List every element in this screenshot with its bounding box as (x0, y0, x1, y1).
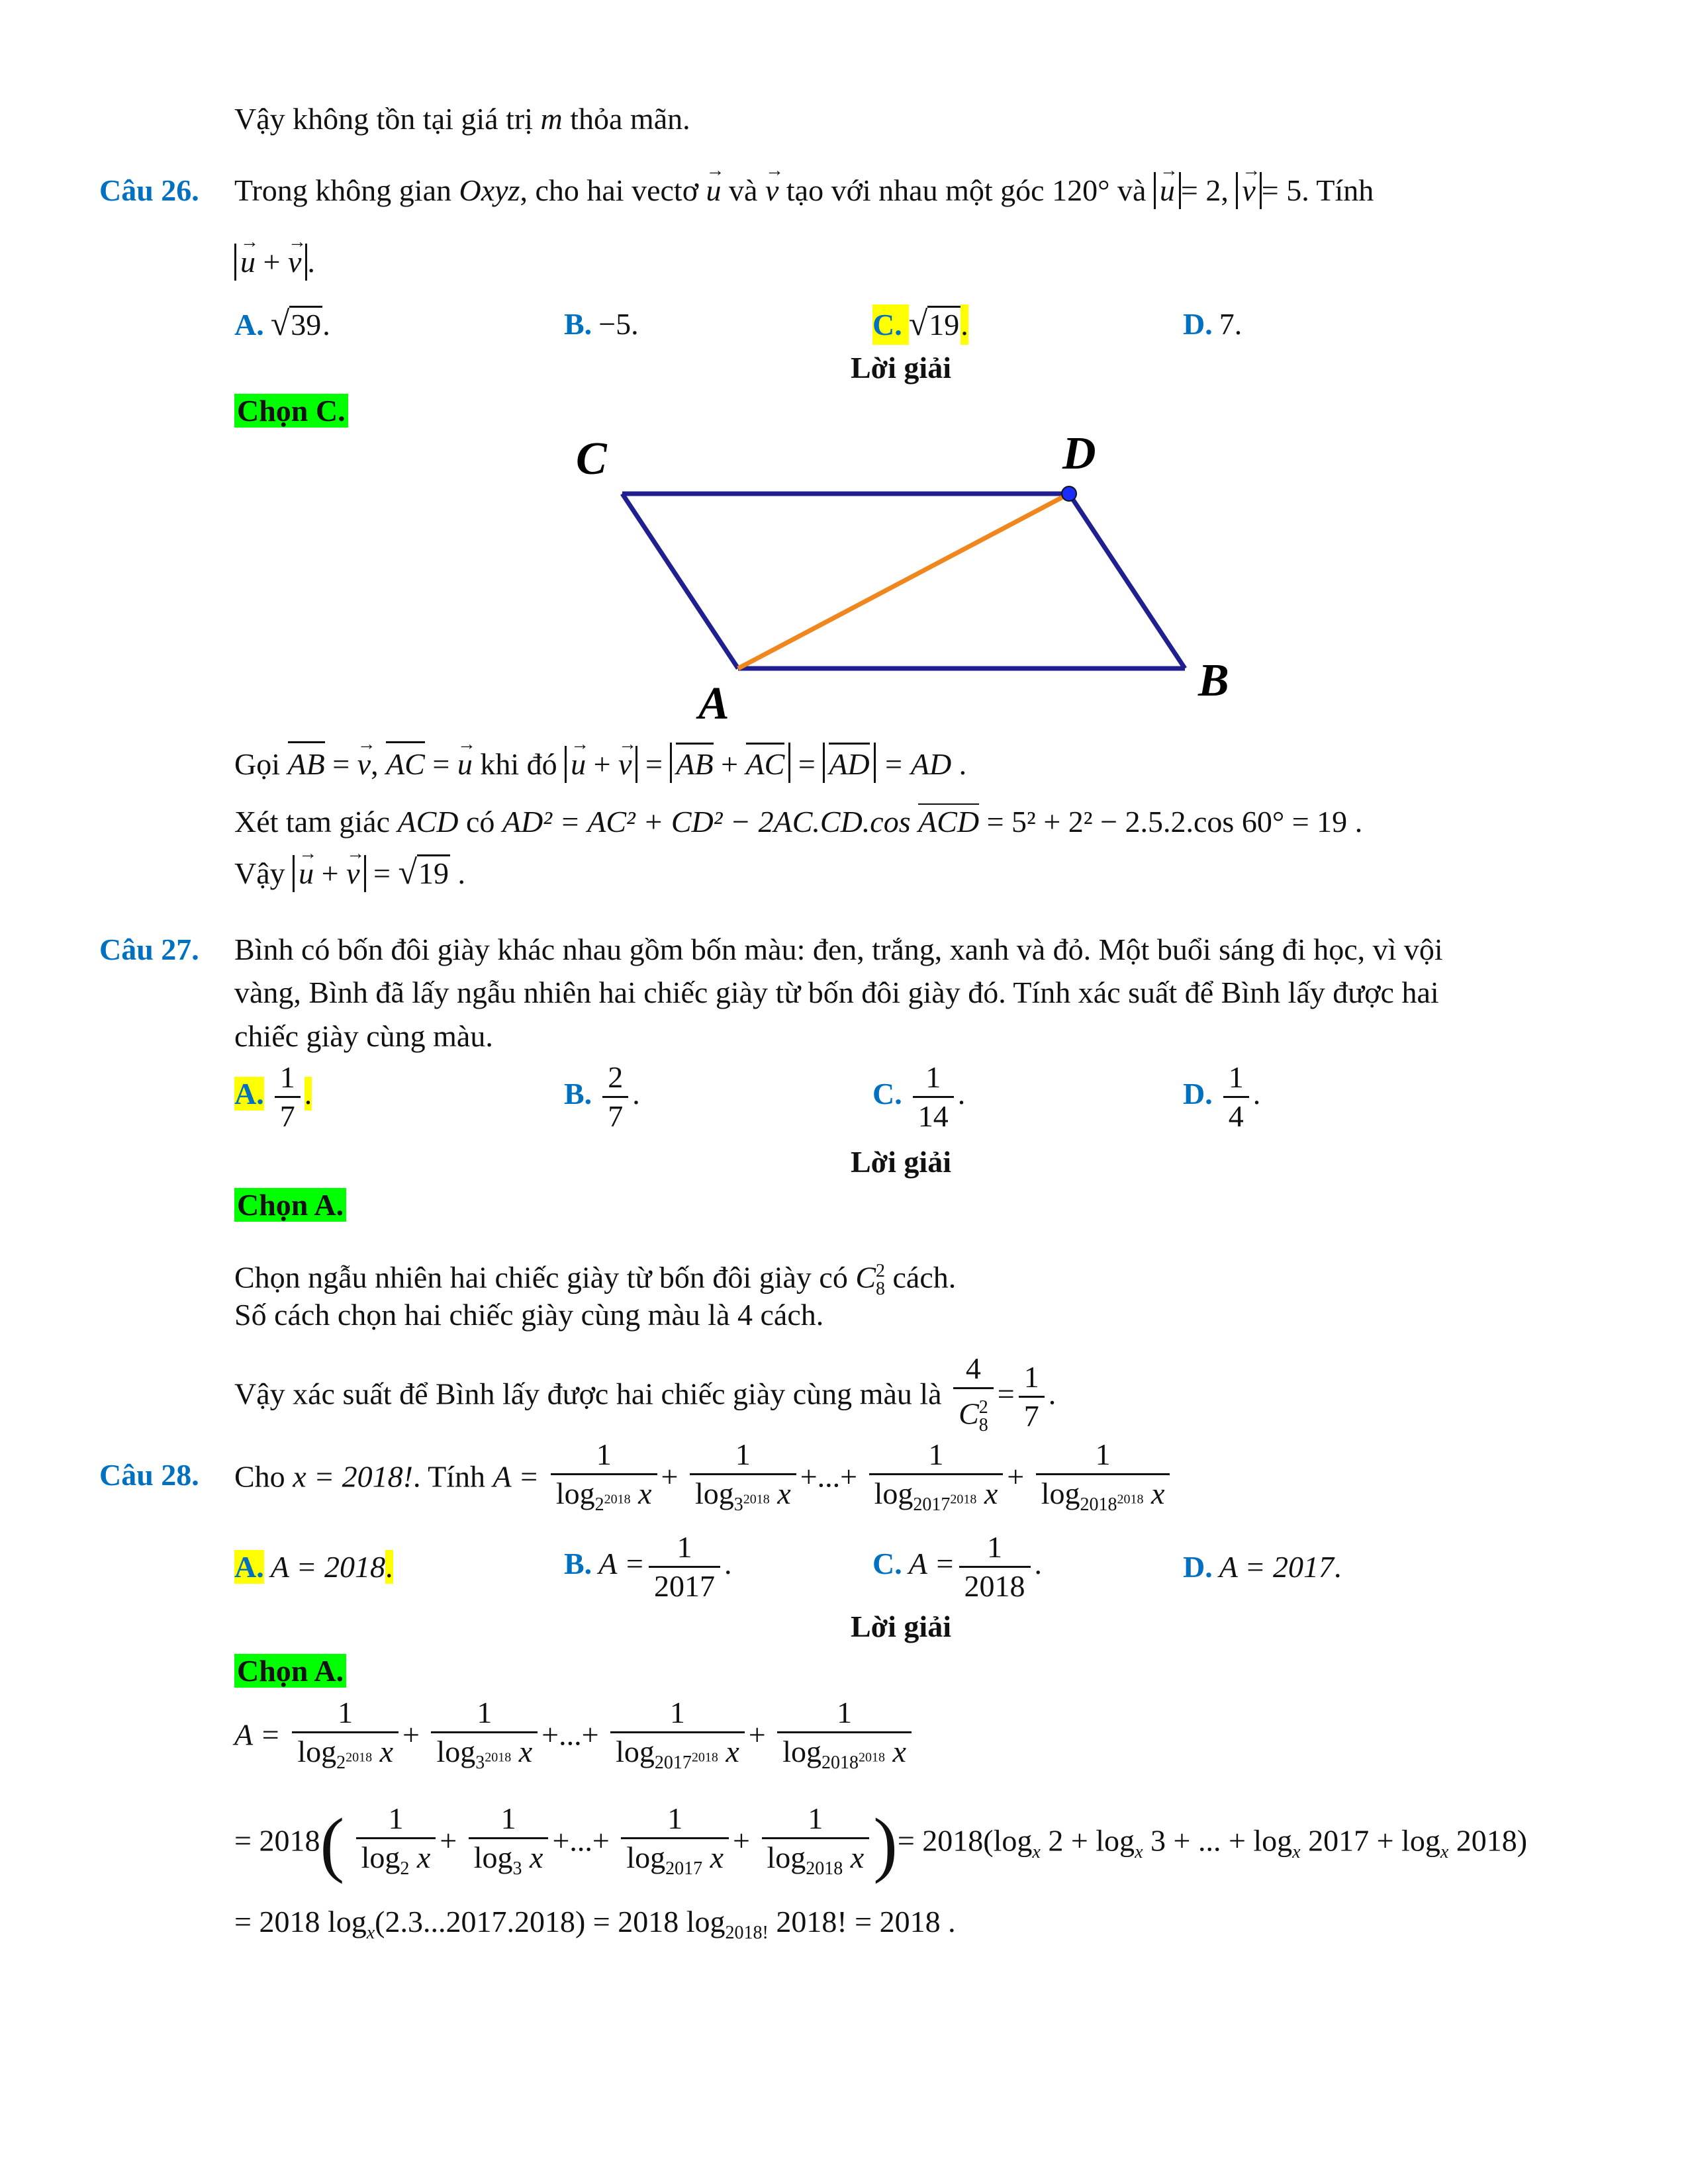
base: 2018 (1080, 1494, 1117, 1516)
numerator: 1 (928, 1437, 944, 1471)
numerator: 1 (388, 1801, 404, 1835)
vector-u: → u (299, 855, 314, 892)
math: 2018) (1456, 1823, 1528, 1858)
vector-v: → v (346, 855, 359, 892)
base: 2 (336, 1752, 346, 1774)
vector-ad: AD (829, 743, 869, 783)
choice-text: Chọn A. (234, 1654, 346, 1688)
option-d[interactable]: D. 7. (1183, 307, 1243, 341)
denominator: 7 (275, 1096, 301, 1135)
option-a[interactable]: A. A = 2018. (234, 1550, 393, 1584)
text: Chọn ngẫu nhiên hai chiếc giày từ bốn đôi giày có (234, 1260, 848, 1295)
question-26-text: Trong không gian Oxyz, cho hai vectơ → u và → v tạo với nhau một góc 120° và → u = 2, → v = 5. Tính (234, 171, 1374, 210)
solution-line-3: Vậy xác suất để Bình lấy được hai chiếc giày cùng màu là $\frac{4}{C^2_8}$ = $\frac{1}{7}$ . (234, 1350, 1056, 1444)
math: 3 + ... + log (1150, 1823, 1293, 1858)
question-27-text: chiếc giày cùng màu. (234, 1019, 493, 1053)
numerator: 1 (667, 1801, 683, 1835)
math: x (1151, 1477, 1165, 1510)
option-letter: C. (872, 1547, 902, 1581)
option-c[interactable]: C. $\frac{1}{14}$ . (872, 1059, 965, 1135)
math: = 2018 (234, 1823, 320, 1858)
math: 2 + log (1048, 1823, 1135, 1858)
option-c[interactable]: C. √19. (872, 304, 968, 345)
math: x (518, 1735, 533, 1768)
numerator: 1 (677, 1530, 692, 1564)
vector-v: → v (288, 244, 301, 281)
math: x (850, 1841, 865, 1874)
math: +...+ (800, 1459, 858, 1494)
option-b[interactable]: B. $\frac{2}{7}$ . (564, 1059, 640, 1135)
math: = 2018 log (234, 1905, 367, 1938)
math: log (555, 1477, 595, 1510)
option-value: 19 (927, 306, 961, 341)
question-26-label: Câu 26. (99, 173, 199, 207)
numerator: 1 (669, 1696, 685, 1729)
math: 2017 + log (1308, 1823, 1440, 1858)
denominator: 7 (602, 1096, 628, 1135)
base: 2018! (725, 1923, 769, 1944)
numerator: 1 (837, 1696, 853, 1729)
math: log (616, 1735, 655, 1768)
choice-badge (234, 1185, 346, 1225)
question-28-label: Câu 28. (99, 1458, 199, 1492)
text: Trong không gian (234, 173, 451, 207)
numerator: 2 (608, 1060, 624, 1094)
option-value: 39 (289, 306, 322, 341)
vector-v: → v (618, 746, 632, 783)
math: x = 2018! (293, 1459, 413, 1494)
label-c: C (576, 433, 607, 484)
question-28-text: Cho x = 2018!. Tính A = $\frac{1}{\log_{2^{2018}} x}$ + $\frac{1}{\log_{3^{2018}} x}$ +...+ $\frac{1}{\log_{2017^{2018}} x}$ + $\frac{1}{\log_{2018^{2018}} x}$ (234, 1436, 1174, 1524)
text: Vậy không tồn tại giá trị (234, 102, 533, 136)
text: Xét tam giác (234, 805, 391, 839)
math: = 5² + 2² − 2.5.2.cos 60° = 19 (986, 805, 1348, 839)
numerator: 1 (1095, 1437, 1111, 1471)
numerator: 4 (965, 1351, 981, 1385)
numerator: 1 (477, 1696, 492, 1729)
vector-v: → v (357, 745, 371, 784)
vector-ab: AB (676, 743, 713, 783)
point-d (1062, 486, 1076, 501)
text: Cho (234, 1459, 285, 1494)
solution-title: Lời giải (851, 351, 951, 385)
option-d[interactable]: D. A = 2017. (1183, 1550, 1342, 1584)
math: x (777, 1477, 791, 1510)
option-a[interactable]: A. √39. (234, 305, 330, 343)
option-value: −5 (598, 307, 632, 341)
label-a: A (698, 678, 729, 725)
text: và (1117, 173, 1147, 207)
math: x (892, 1735, 906, 1768)
question-27-label: Câu 27. (99, 933, 199, 966)
solution-line-3: = 2018 $\log_x(2.3...2017.2018) = 2018$ $\log_{2018!} 2018$! = 2018 . (234, 1905, 956, 1944)
option-letter: B. (564, 307, 592, 341)
math: x (710, 1841, 724, 1874)
math: log (297, 1735, 337, 1768)
label-b: B (1198, 655, 1229, 706)
numerator: 1 (1228, 1060, 1244, 1094)
choice-badge (234, 391, 348, 431)
option-letter: C. (872, 1077, 902, 1111)
question-26-ask: → u + → v . (234, 242, 315, 282)
choice-text: Chọn C. (234, 394, 348, 428)
option-d[interactable]: D. $\frac{1}{4}$ . (1183, 1059, 1260, 1135)
math: A = (492, 1459, 539, 1494)
base: 2 (400, 1858, 410, 1880)
numerator: 1 (500, 1801, 516, 1835)
math: log (436, 1735, 476, 1768)
option-b[interactable]: B. A = $\frac{1}{2017}$ . (564, 1529, 732, 1605)
solution-line-2: = 2018( $\frac{1}{\log_2 x}$ + $\frac{1}{\log_3 x}$ +...+ $\frac{1}{\log_{2017} x}$ + $\frac{1}{\log_{2018} x}$ )= $2018(\log_x$ $2 + \log_x 3$ + ... + $\log_x 2017 + \log_x 2018$) (234, 1800, 1527, 1892)
solution-line-1: A = $\frac{1}{\log_{2^{2018}} x}$ + $\frac{1}{\log_{3^{2018}} x}$ +...+ $\frac{1}{\log_{2017^{2018}} x}$ + $\frac{1}{\log_{2018^{2018}} x}$ (234, 1694, 915, 1782)
option-value: A = 2018 (270, 1550, 386, 1584)
numerator: 1 (925, 1060, 941, 1094)
solution-line-2: Xét tam giác ACD có AD² = AC² + CD² − 2AC.CD.cos ACD = 5² + 2² − 2.5.2.cos 60° = 19 . (234, 805, 1363, 839)
math: x (530, 1841, 543, 1874)
solution-line-2: Số cách chọn hai chiếc giày cùng màu là 4 cách. (234, 1298, 824, 1332)
vector-ac: AC (386, 741, 425, 784)
denominator: 4 (1223, 1096, 1249, 1135)
option-letter: D. (1183, 307, 1213, 341)
option-b[interactable]: B. −5. (564, 307, 639, 341)
numerator: 1 (1023, 1360, 1039, 1394)
exponent: 2018 (346, 1750, 373, 1765)
exponent: 2018 (691, 1750, 718, 1765)
denominator: 2018 (959, 1566, 1031, 1605)
exponent: 2018 (743, 1492, 770, 1507)
math: log (473, 1841, 513, 1874)
option-a[interactable]: A. $\frac{1}{7}$ . (234, 1059, 312, 1135)
numerator: 1 (735, 1437, 751, 1471)
numerator: 1 (338, 1696, 353, 1729)
math: A = (598, 1547, 645, 1581)
math: = 5 (1261, 173, 1302, 207)
text: khi đó (480, 747, 557, 781)
option-letter: A. (234, 308, 264, 341)
math: (2.3...2017.2018) = 2018 log (375, 1905, 726, 1938)
option-value: 7 (1219, 307, 1235, 341)
math: log (874, 1477, 914, 1510)
math: + (263, 245, 281, 279)
text: Gọi (234, 747, 280, 781)
text: tạo với nhau một góc (786, 173, 1045, 207)
math: ACD (397, 805, 459, 839)
math: = 2 (1180, 173, 1221, 207)
base: 2018 (806, 1858, 843, 1880)
base: 3 (733, 1494, 743, 1516)
intro-line (234, 99, 690, 139)
math: x (726, 1735, 739, 1768)
math: 19 (417, 854, 450, 890)
text: . Tính (412, 1459, 486, 1494)
edge-ca (622, 494, 738, 668)
vector-u: → u (1160, 172, 1175, 209)
exponent: 2018 (604, 1492, 631, 1507)
math: = 2018(log (897, 1823, 1033, 1858)
numerator: 1 (808, 1801, 823, 1835)
math: log (1041, 1477, 1080, 1510)
option-letter: D. (1183, 1550, 1213, 1584)
math: A = (908, 1547, 955, 1581)
base: 2018 (821, 1752, 859, 1774)
option-letter: A. (234, 1077, 264, 1111)
vector-v: → v (1242, 172, 1255, 209)
math: log (782, 1735, 821, 1768)
choice-badge (234, 1651, 346, 1691)
numerator: 1 (279, 1060, 295, 1094)
question-27-text: Bình có bốn đôi giày khác nhau gồm bốn màu: đen, trắng, xanh và đỏ. Một buổi sáng đi học, vì vội (234, 933, 1443, 966)
math: 2018! = 2018 . (776, 1905, 956, 1938)
math: log (767, 1841, 806, 1874)
math: x (416, 1841, 431, 1874)
text: và (729, 173, 758, 207)
base: 2 (594, 1494, 604, 1516)
denominator: 2017 (649, 1566, 720, 1605)
vector-u: → u (706, 171, 722, 210)
solution-title: Lời giải (851, 1145, 951, 1179)
text: cách. (892, 1260, 957, 1295)
base: 3 (475, 1752, 485, 1774)
edge-db (1069, 494, 1185, 668)
angle-acd: ACD (918, 805, 980, 839)
math: Oxyz (459, 173, 520, 207)
option-letter: B. (564, 1077, 592, 1111)
parallelogram-figure (573, 428, 1241, 725)
solution-line-3: Vậy → u + → v = √19 . (234, 853, 465, 893)
choice-text: Chọn A. (234, 1188, 346, 1222)
math: x (984, 1477, 998, 1510)
text: có (466, 805, 495, 839)
math: +...+ (552, 1823, 610, 1858)
exponent: 2018 (859, 1750, 885, 1765)
math: log (361, 1841, 400, 1874)
diagonal-ad (738, 494, 1069, 668)
option-c[interactable]: C. A = $\frac{1}{2018}$ . (872, 1529, 1042, 1605)
option-letter: D. (1183, 1077, 1213, 1111)
text: Vậy (234, 856, 285, 890)
vector-ab: AB (288, 741, 325, 784)
math: 120° (1052, 173, 1110, 207)
label-d: D (1062, 428, 1096, 479)
math: AD² = AC² + CD² − 2AC.CD.cos (502, 805, 911, 839)
base: 2017 (654, 1752, 692, 1774)
solution-title: Lời giải (851, 1610, 951, 1643)
text: . Tính (1301, 173, 1374, 207)
numerator: 1 (596, 1437, 612, 1471)
option-letter: B. (564, 1547, 592, 1581)
exponent: 2018 (1117, 1492, 1144, 1507)
question-27-text: vàng, Bình đã lấy ngẫu nhiên hai chiếc giày từ bốn đôi giày đó. Tính xác suất để Bình lấy được hai (234, 976, 1439, 1009)
text: , cho hai vectơ (520, 173, 699, 207)
vector-ac: AC (746, 743, 785, 783)
math: log (695, 1477, 734, 1510)
vector-u: → u (457, 745, 473, 784)
base: 2017 (913, 1494, 951, 1516)
vector-v: → v (765, 171, 778, 210)
base: 2017 (665, 1858, 703, 1880)
vector-u: → u (240, 244, 256, 281)
option-letter: C. (872, 308, 902, 341)
math: x (638, 1477, 652, 1510)
denominator: 14 (913, 1096, 954, 1135)
text: Vậy xác suất để Bình lấy được hai chiếc giày cùng màu là (234, 1377, 942, 1411)
exponent: 2018 (485, 1750, 512, 1765)
math: = AD (883, 747, 952, 781)
math-var: m (540, 102, 563, 136)
text: thỏa mãn. (570, 102, 690, 136)
math: +...+ (541, 1717, 599, 1752)
solution-line-1: Gọi AB = → v, AC = → u khi đó → u + → v = AB + AC = AD = AD . (234, 741, 966, 784)
denominator: 7 (1019, 1396, 1045, 1435)
exponent: 2018 (950, 1492, 977, 1507)
base: 3 (512, 1858, 522, 1880)
option-value: A = 2017 (1219, 1550, 1335, 1584)
math: C (855, 1260, 876, 1295)
math: A = (234, 1717, 281, 1752)
solution-line-1: Chọn ngẫu nhiên hai chiếc giày từ bốn đôi giày có $C^2_8$ cách. (234, 1260, 957, 1299)
vector-u: → u (571, 746, 586, 783)
math: log (626, 1841, 666, 1874)
numerator: 1 (987, 1530, 1003, 1564)
option-letter: A. (234, 1550, 264, 1584)
math: x (379, 1735, 394, 1768)
